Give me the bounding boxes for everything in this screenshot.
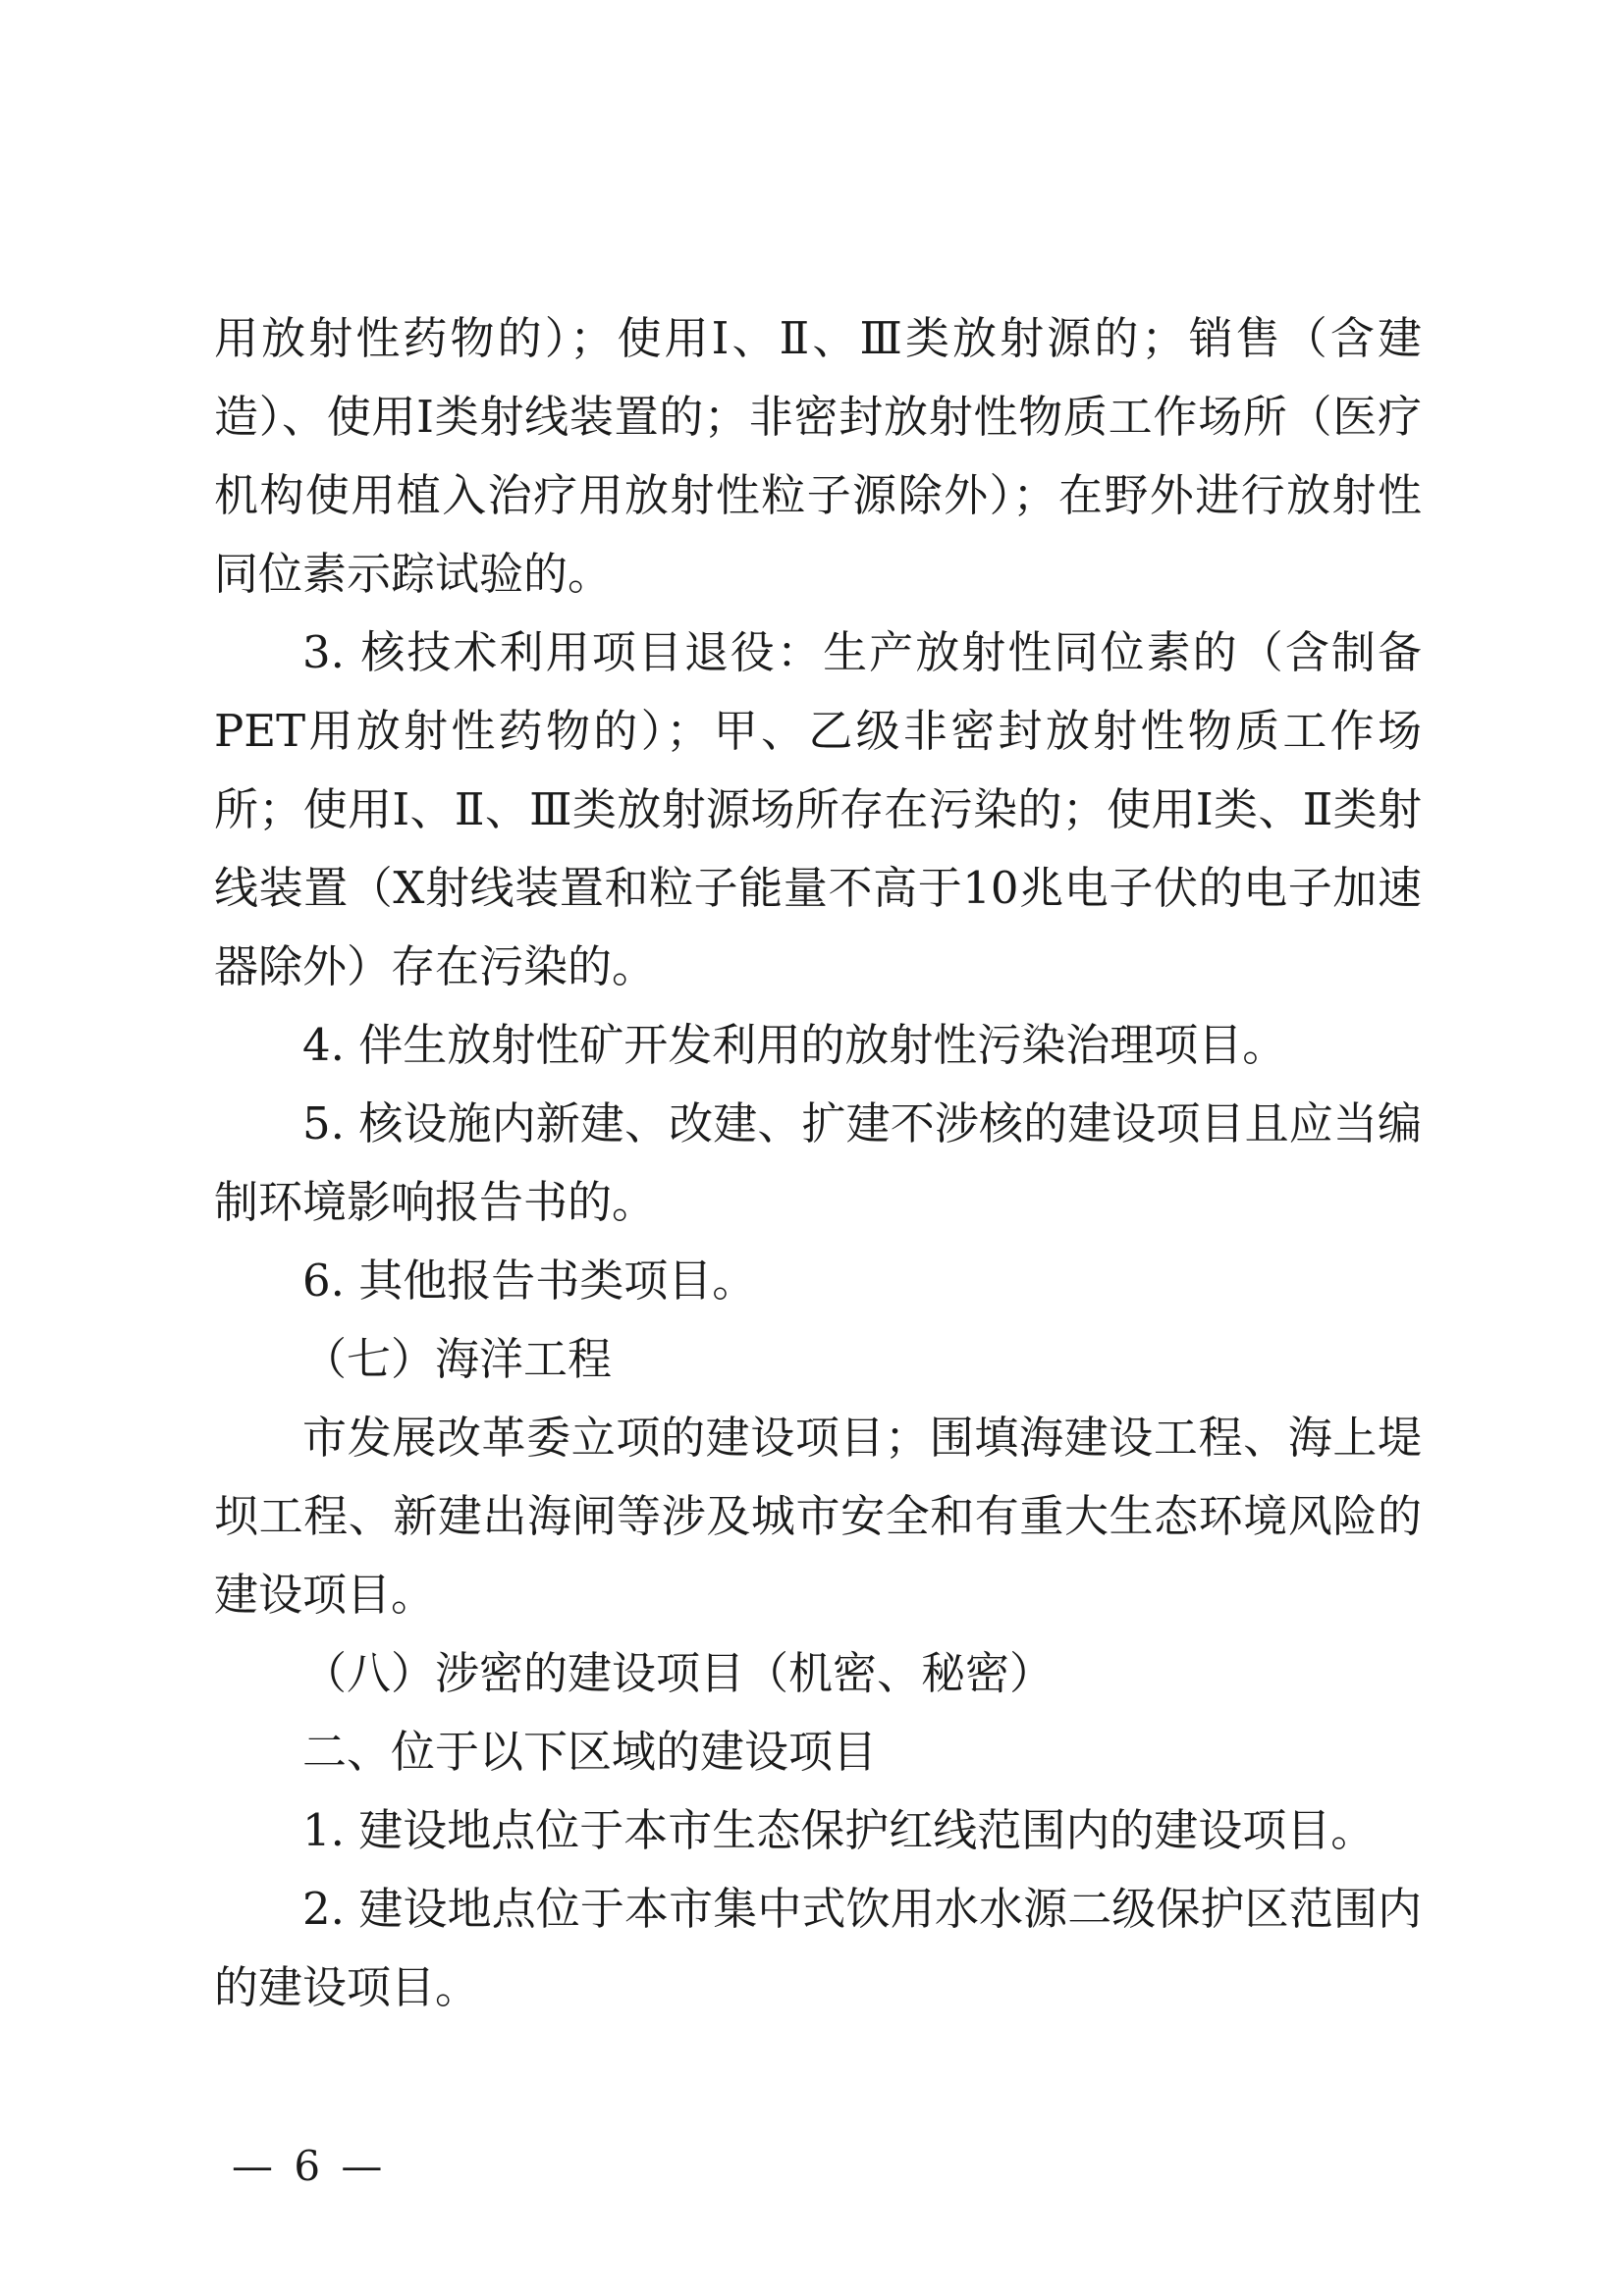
paragraph-region-2: 2. 建设地点位于本市集中式饮用水水源二级保护区范围内的建设项目。 xyxy=(214,1883,1422,2013)
subheading-marine-engineering: （七）海洋工程 xyxy=(302,1333,613,1385)
document-body xyxy=(214,299,1422,2027)
paragraph-region-1: 1. 建设地点位于本市生态保护红线范围内的建设项目。 xyxy=(302,1804,1376,1856)
paragraph-item-5: 5. 核设施内新建、改建、扩建不涉核的建设项目且应当编制环境影响报告书的。 xyxy=(214,1097,1422,1228)
paragraph-item-3: 3. 核技术利用项目退役：生产放射性同位素的（含制备PET用放射性药物的）；甲、乙级非密封放射性物质工作场所；使用Ⅰ、Ⅱ、Ⅲ类放射源场所存在污染的；使用Ⅰ类、Ⅱ类射线装置（X射线装置和粒子能量不高于10兆电子伏的电子加速器除外）存在污染的。 xyxy=(214,626,1422,992)
page-number: — 6 — xyxy=(232,2142,387,2190)
paragraph-marine-engineering: 市发展改革委立项的建设项目；围填海建设工程、海上堤坝工程、新建出海闸等涉及城市安全和有重大生态环境风险的建设项目。 xyxy=(214,1412,1422,1621)
paragraph-continuation: 用放射性药物的）；使用Ⅰ、Ⅱ、Ⅲ类放射源的；销售（含建造）、使用Ⅰ类射线装置的；非密封放射性物质工作场所（医疗机构使用植入治疗用放射性粒子源除外）；在野外进行放射性同位素示踪试验的。 xyxy=(214,312,1422,600)
paragraph-item-4: 4. 伴生放射性矿开发利用的放射性污染治理项目。 xyxy=(302,1019,1287,1071)
section-heading-regions: 二、位于以下区域的建设项目 xyxy=(302,1726,878,1778)
paragraph-item-6: 6. 其他报告书类项目。 xyxy=(302,1255,757,1307)
subheading-classified-projects: （八）涉密的建设项目（机密、秘密） xyxy=(302,1647,1055,1699)
